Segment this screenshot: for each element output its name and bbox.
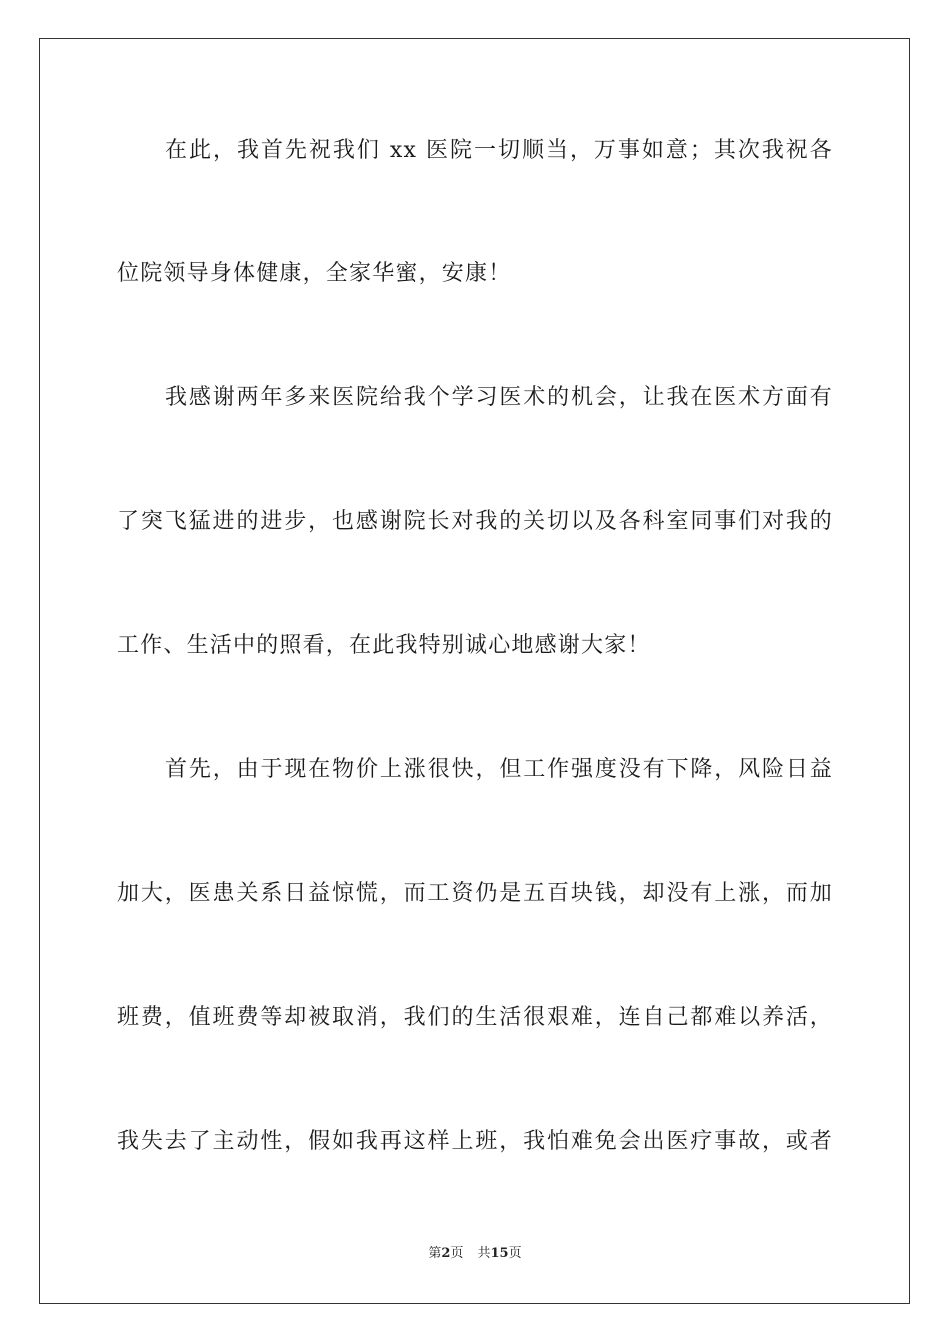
paragraph-1-line-2: 位院领导身体健康，全家华蜜，安康！ (117, 261, 512, 286)
paragraph-3-line-3: 班费，值班费等却被取消，我们的生活很艰难，连自己都难以养活， (117, 1005, 833, 1030)
paragraph-2-line-3: 工作、生活中的照看，在此我特别诚心地感谢大家！ (117, 633, 651, 658)
paragraph-3-line-2: 加大，医患关系日益惊慌，而工资仍是五百块钱，却没有上涨，而加 (117, 881, 833, 906)
paragraph-1-line-1: 在此，我首先祝我们 xx 医院一切顺当，万事如意；其次我祝各 (165, 138, 833, 163)
footer-page-unit: 页 (450, 1246, 464, 1261)
paragraph-2-line-1: 我感谢两年多来医院给我个学习医术的机会，让我在医术方面有 (165, 385, 833, 410)
footer-total-prefix: 共 (477, 1246, 491, 1261)
paragraph-3-line-4: 我失去了主动性，假如我再这样上班，我怕难免会出医疗事故，或者 (117, 1129, 833, 1154)
paragraph-3-line-1: 首先，由于现在物价上涨很快，但工作强度没有下降，风险日益 (165, 757, 833, 782)
page-border (39, 38, 910, 1304)
page-footer (0, 1245, 950, 1263)
footer-page-prefix: 第 (428, 1246, 442, 1261)
footer-page-number: 2 (441, 1246, 451, 1261)
footer-total-unit: 页 (508, 1246, 522, 1261)
paragraph-2-line-2: 了突飞猛进的进步，也感谢院长对我的关切以及各科室同事们对我的 (117, 509, 833, 534)
footer-total-pages: 15 (490, 1246, 509, 1261)
